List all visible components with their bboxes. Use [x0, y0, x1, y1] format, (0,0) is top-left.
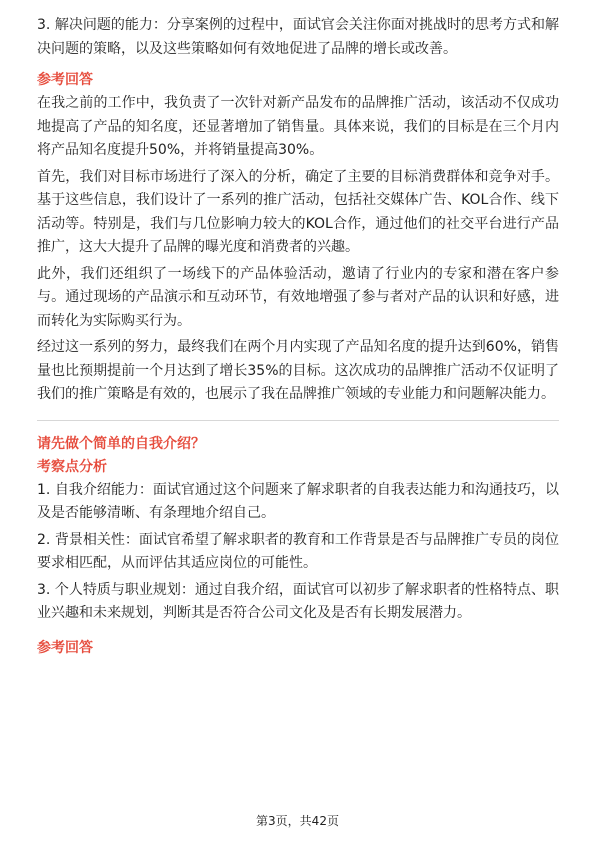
page-number: 第3页，共42页	[256, 814, 339, 828]
section-divider	[37, 420, 559, 421]
answer-paragraph: 在我之前的工作中，我负责了一次针对新产品发布的品牌推广活动，该活动不仅成功地提高了产品的知名度，还显著增加了销售量。具体来说，我们的目标是在三个月内将产品知名度提升50%，并将销量提高30%。	[37, 95, 559, 158]
analysis-point: 3. 个人特质与职业规划：通过自我介绍，面试官可以初步了解求职者的性格特点、职业兴趣和未来规划，判断其是否符合公司文化及是否有长期发展潜力。	[37, 581, 559, 621]
analysis-point: 2. 背景相关性：面试官希望了解求职者的教育和工作背景是否与品牌推广专员的岗位要求相匹配，从而评估其适应岗位的可能性。	[37, 531, 559, 571]
answer-paragraph: 首先，我们对目标市场进行了深入的分析，确定了主要的目标消费群体和竞争对手。基于这些信息，我们设计了一系列的推广活动，包括社交媒体广告、KOL合作、线下活动等。特别是，我们与几位影响力较大的KOL合作，通过他们的社交平台进行产品推广，这大大提升了品牌的曝光度和消费者的兴趣。	[37, 168, 559, 255]
answer-paragraph: 经过这一系列的努力，最终我们在两个月内实现了产品知名度的提升达到60%，销售量也比预期提前一个月达到了增长35%的目标。这次成功的品牌推广活动不仅证明了我们的推广策略是有效的，也展示了我在品牌推广领域的专业能力和问题解决能力。	[37, 339, 559, 402]
analysis-heading: 考察点分析	[37, 458, 107, 475]
answer-paragraph: 此外，我们还组织了一场线下的产品体验活动，邀请了行业内的专家和潜在客户参与。通过现场的产品演示和互动环节，有效地增强了参与者对产品的认识和好感，进而转化为实际购买行为。	[37, 265, 559, 329]
reference-answer-heading: 参考回答	[37, 72, 93, 88]
document-page	[37, 14, 559, 660]
question-heading: 请先做个简单的自我介绍？	[37, 435, 205, 452]
reference-answer-heading: 参考回答	[37, 639, 93, 656]
analysis-point: 1. 自我介绍能力：面试官通过这个问题来了解求职者的自我表达能力和沟通技巧，以及是否能够清晰、有条理地介绍自己。	[37, 481, 559, 521]
analysis-point-3: 3. 解决问题的能力：分享案例的过程中，面试官会关注你面对挑战时的思考方式和解决问题的策略，以及这些策略如何有效地促进了品牌的增长或改善。	[37, 17, 559, 57]
